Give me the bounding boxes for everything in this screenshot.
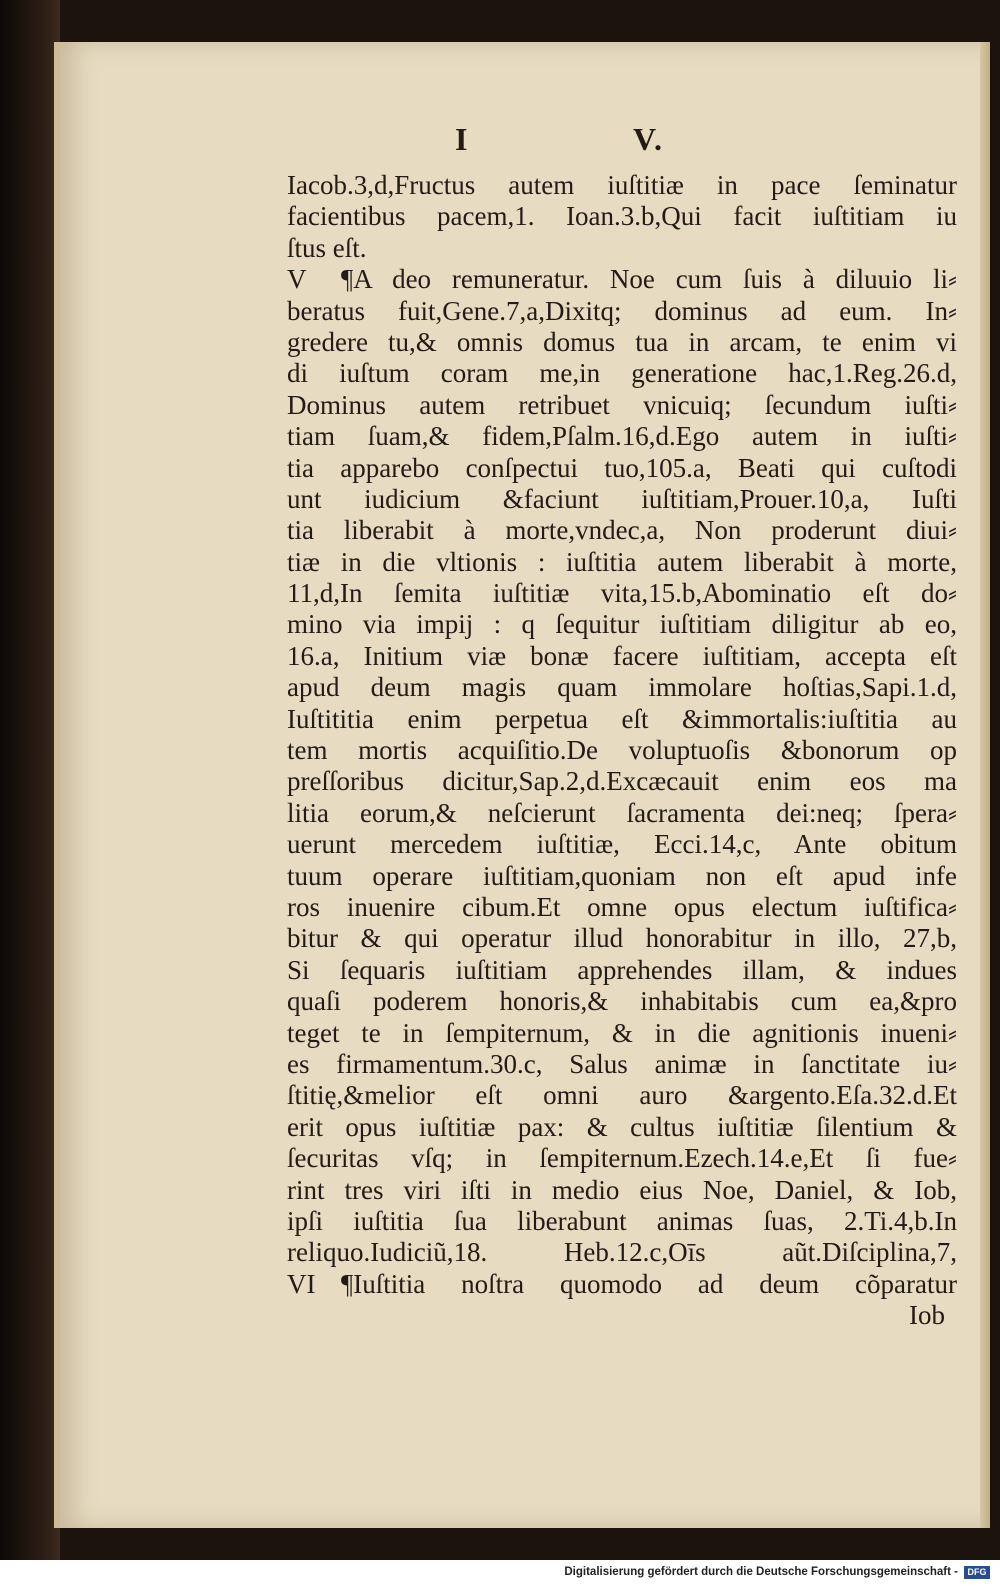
text-line: Dominus autem retribuet vnicuiq; ſecundum iuſti⸗ bbox=[287, 389, 957, 420]
text-line: ſtus eſt. bbox=[287, 232, 367, 263]
running-head-section: V. bbox=[633, 121, 664, 157]
text-line: teget te in ſempiternum, & in die agnitionis inueni⸗ bbox=[287, 1017, 957, 1048]
text-line: es firmamentum.30.c, Salus animæ in ſanctitate iu⸗ bbox=[287, 1048, 957, 1079]
text-line: 16.a, Initium viæ bonæ facere iuſtitiam, accepta eſt bbox=[287, 640, 957, 671]
text-line: bitur & qui operatur illud honorabitur in illo, 27,b, bbox=[287, 923, 957, 954]
scan-left-shadow bbox=[0, 0, 60, 1560]
text-line: mino via impij : q ſequitur iuſtitiam diligitur ab eo, bbox=[287, 609, 957, 640]
section-v-line bbox=[287, 264, 957, 295]
funding-credit: Digitalisierung gefördert durch die Deutsche Forschungsgemeinschaft - bbox=[564, 1566, 958, 1578]
text-line: reliquo.Iudiciũ,18. Heb.12.c,Oīs aũt.Diſciplina,7, bbox=[287, 1237, 957, 1268]
text-line: gredere tu,& omnis domus tua in arcam, te enim vi bbox=[287, 326, 957, 357]
text-line: unt iudicium &faciunt iuſtitiam,Prouer.10,a, Iuſti bbox=[287, 483, 957, 514]
text-line: ſtitię,&melior eſt omni auro &argento.Eſa.32.d.Et bbox=[287, 1080, 957, 1111]
text-line: tiam ſuam,& fidem,Pſalm.16,d.Ego autem in iuſti⸗ bbox=[287, 421, 957, 452]
text-line: tem mortis acquiſitio.De voluptuoſis &bonorum op bbox=[287, 735, 957, 766]
text-line: erit opus iuſtitiæ pax: & cultus iuſtitiæ ſilentium & bbox=[287, 1111, 957, 1142]
text-line: tuum operare iuſtitiam,quoniam non eſt apud infe bbox=[287, 860, 957, 891]
footer-bar bbox=[0, 1560, 1000, 1588]
text-line: ¶A deo remuneratur. Noe cum ſuis à diluuio li⸗ bbox=[341, 264, 957, 295]
section-vi-line bbox=[287, 1269, 957, 1300]
text-line: ros inuenire cibum.Et omne opus electum iuſtifica⸗ bbox=[287, 891, 957, 922]
text-line: uerunt mercedem iuſtitiæ, Ecci.14,c, Ante obitum bbox=[287, 829, 957, 860]
text-line: ſecuritas vſq; in ſempiternum.Ezech.14.e,Et ſi fue⸗ bbox=[287, 1143, 957, 1174]
catchword: Iob bbox=[909, 1300, 945, 1331]
text-line: 11,d,In ſemita iuſtitiæ vita,15.b,Abominatio eſt do⸗ bbox=[287, 578, 957, 609]
text-line: tia liberabit à morte,vndec,a, Non proderunt diui⸗ bbox=[287, 515, 957, 546]
text-line: di iuſtum coram me,in generatione hac,1.Reg.26.d, bbox=[287, 358, 957, 389]
text-line: Iacob.3,d,Fructus autem iuſtitiæ in pace ſeminatur bbox=[287, 170, 957, 200]
running-head-letter: I bbox=[455, 121, 470, 157]
section-marker-vi: VI bbox=[287, 1268, 316, 1299]
dfg-logo: DFG bbox=[964, 1566, 990, 1579]
text-line: rint tres viri iſti in medio eius Noe, Daniel, & Iob, bbox=[287, 1174, 957, 1205]
text-line: apud deum magis quam immolare hoſtias,Sapi.1.d, bbox=[287, 672, 957, 703]
text-line: tiæ in die vltionis : iuſtitia autem liberabit à morte, bbox=[287, 546, 957, 577]
section-marker-v: V bbox=[287, 264, 307, 295]
text-line: quaſi poderem honoris,& inhabitabis cum ea,&pro bbox=[287, 986, 957, 1017]
text-line: ¶Iuſtitia noſtra quomodo ad deum cõparatur bbox=[341, 1268, 957, 1299]
text-line: litia eorum,& neſcierunt ſacramenta dei:neq; ſpera⸗ bbox=[287, 797, 957, 828]
text-line: ipſi iuſtitia ſua liberabunt animas ſuas, 2.Ti.4,b.In bbox=[287, 1205, 957, 1236]
text-line: Si ſequaris iuſtitiam apprehendes illam, & indues bbox=[287, 954, 957, 985]
text-line: Iuſtititia enim perpetua eſt &immortalis:iuſtitia au bbox=[287, 703, 957, 734]
page-edge bbox=[980, 42, 990, 1528]
text-line: tia apparebo conſpectui tuo,105.a, Beati qui cuſtodi bbox=[287, 452, 957, 483]
text-line: beratus fuit,Gene.7,a,Dixitq; dominus ad eum. In⸗ bbox=[287, 295, 957, 326]
text-line: preſſoribus dicitur,Sap.2,d.Excæcauit enim eos ma bbox=[287, 766, 957, 797]
body-text bbox=[287, 170, 957, 1331]
text-line: facientibus pacem,1. Ioan.3.b,Qui facit iuſtitiam iu bbox=[287, 201, 957, 232]
